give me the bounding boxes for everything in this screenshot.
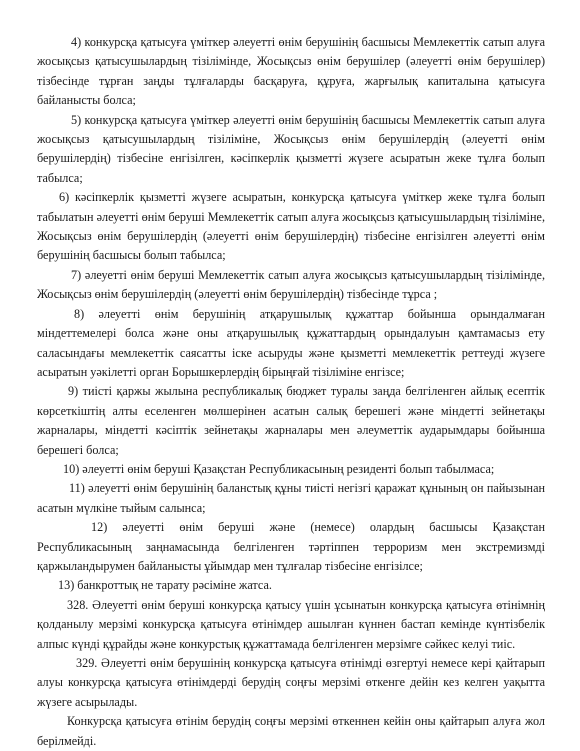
- paragraph-item-4: 4) конкурсқа қатысуға үміткер әлеуетті өнім берушінің басшысы Мемлекеттік сатып алуға жосықсыз қатысушылардың тізілімінде, Жосықсыз өнім берушілер (әлеуетті өнім берушілер) тізбесінде тұрған заңды тұлғаларды басқаруға, құруға, жарғылық капиталына қатысуға байланысты болса;: [37, 35, 545, 108]
- paragraph-article-329: 329. Әлеуетті өнім берушінің конкурсқа қатысуға өтінімді өзгертуі немесе кері қайтарып алуы конкурсқа қатысуға өтінімдерді берудің соңғы мерзімі өткенге дейін кез келген уақытта жүзеге асырылады.: [37, 656, 545, 709]
- paragraph-item-9: 9) тиісті қаржы жылына республикалық бюджет туралы заңда белгіленген айлық есептік көрсеткіштің алты еселенген мөлшерінен асатын салық берешегі және міндетті зейнетақы жарналары, міндетті кәсіптік зейнетақы жарналары мен әлеуметтік аударымдары бойынша берешегі болса;: [37, 384, 545, 457]
- paragraph-item-8: 8) әлеуетті өнім берушінің атқарушылық құжаттар бойынша орындалмаған міндеттемелері болса және оны атқарушылық құжаттардың орындалуын қамтамасыз ету саласындағы мемлекеттік саясатты іске асыруды және қызметті мемлекеттік реттеуді жүзеге асыратын уәкілетті орган Борышкерлердің бірыңғай тізіліміне енгізсе;: [37, 306, 545, 379]
- paragraph-withdrawal-rule: Конкурсқа қатысуға өтінім берудің соңғы мерзімі өткеннен кейін оны қайтарып алуға жол берілмейді.: [37, 714, 545, 748]
- document-body: [37, 33, 545, 751]
- paragraph-item-13: 13) банкроттық не тарату рәсіміне жатса.: [58, 578, 272, 593]
- paragraph-item-10: 10) әлеуетті өнім беруші Қазақстан Республикасының резиденті болып табылмаса;: [63, 461, 495, 476]
- paragraph-item-6: 6) кәсіпкерлік қызметті жүзеге асыратын, конкурсқа қатысуға үміткер жеке тұлға болып табылатын әлеуетті өнім беруші Мемлекеттік сатып алуға жосықсыз қатысушылардың тізіліміне, Жосықсыз өнім берушілердің (әлеуетті өнім берушілердің) тізбесіне енгізілген әлеуетті өнім берушінің басшысы болып табылса;: [37, 190, 545, 263]
- paragraph-item-7: 7) әлеуетті өнім беруші Мемлекеттік сатып алуға жосықсыз қатысушылардың тізілімінде, Жосықсыз өнім берушілердің (әлеуетті өнім берушілердің) тізбесінде тұрса ;: [37, 267, 545, 302]
- paragraph-item-11: 11) әлеуетті өнім берушінің баланстық құны тиісті негізгі қаражат құнының он пайызынан асатын мүлкіне тыйым салынса;: [37, 481, 545, 515]
- paragraph-item-12: 12) әлеуетті өнім беруші және (немесе) олардың басшысы Қазақстан Республикасының заңнамасында белгіленген тәртіппен терроризм мен экстремизмді қаржыландырумен байланысты ұйымдар мен тұлғалар тізбесіне енгізілсе;: [37, 520, 545, 573]
- paragraph-article-328: 328. Әлеуетті өнім беруші конкурсқа қатысу үшін ұсынатын конкурсқа қатысуға өтінімнің қолданылу мерзімі конкурсқа қатысуға өтінімдер ашылған күннен бастап кемінде күнтізбелік алпыс күнді құрайды және конкурстық құжаттамада белгіленген мерзімге сәйкес келуі тиіс.: [37, 597, 545, 651]
- paragraph-item-5: 5) конкурсқа қатысуға үміткер әлеуетті өнім берушінің басшысы Мемлекеттік сатып алуға жосықсыз қатысушылардың тізіліміне, Жосықсыз өнім берушілердің (әлеуетті өнім берушілердің) тізбесіне енгізілген, кәсіпкерлік қызметті жүзеге асыратын жеке тұлға болып табылса;: [37, 112, 545, 185]
